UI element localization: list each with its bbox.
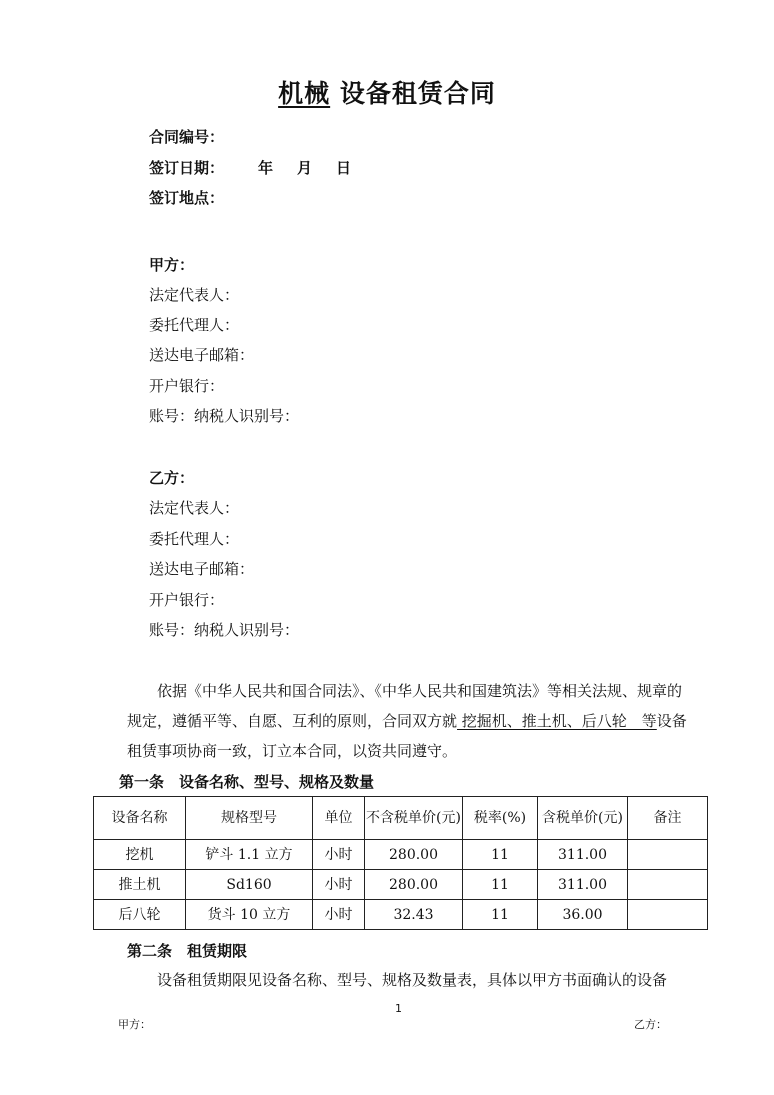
cell-name: 后八轮 [94, 900, 186, 930]
party-a-email: 送达电子邮箱： [149, 346, 255, 364]
party-a-bank: 开户银行： [149, 377, 225, 395]
party-a-account: 账号：纳税人识别号： [149, 407, 300, 425]
party-a-heading: 甲方： [149, 256, 195, 274]
party-b-legal-rep: 法定代表人： [149, 499, 240, 517]
article-1-title: 第一条 设备名称、型号、规格及数量 [119, 773, 375, 791]
header-remarks: 备注 [628, 797, 708, 840]
intro-text-1: 依据《中华人民共和国合同法》、《中华人民共和国建筑法》等相关法规、规章的规定，遵循平等、自愿、互利的原则，合同双方就 [127, 682, 683, 730]
intro-paragraph [127, 676, 692, 766]
footer-party-a: 甲方： [118, 1018, 151, 1031]
article-2-text [127, 965, 692, 995]
signing-date-year: 年 [258, 159, 274, 177]
header-unit: 单位 [313, 797, 365, 840]
cell-name: 挖机 [94, 840, 186, 870]
title-part1: 机械 [278, 79, 331, 108]
signing-date-line [149, 157, 351, 178]
cell-tax-rate: 11 [463, 900, 538, 930]
contract-number-label: 合同编号： [149, 128, 225, 146]
cell-price-incl: 36.00 [538, 900, 628, 930]
cell-tax-rate: 11 [463, 840, 538, 870]
cell-unit: 小时 [313, 870, 365, 900]
party-b-heading: 乙方： [149, 469, 195, 487]
table-row [94, 870, 708, 900]
cell-price-excl: 280.00 [365, 870, 463, 900]
header-tax-rate: 税率(%) [463, 797, 538, 840]
title-part2: 设备租赁合同 [330, 79, 496, 108]
cell-price-excl: 280.00 [365, 840, 463, 870]
signing-date-month: 月 [297, 159, 313, 177]
cell-model: Sd160 [186, 870, 313, 900]
article-2-body: 设备租赁期限见设备名称、型号、规格及数量表，具体以甲方书面确认的设备 [157, 971, 668, 989]
party-b-agent: 委托代理人： [149, 530, 240, 548]
cell-tax-rate: 11 [463, 870, 538, 900]
intro-equipment-underlined: 挖掘机、推土机、后八轮 等 [457, 712, 657, 730]
cell-remarks [628, 870, 708, 900]
table-row [94, 900, 708, 930]
cell-model: 铲斗 1.1 立方 [186, 840, 313, 870]
party-b-email: 送达电子邮箱： [149, 560, 255, 578]
equipment-table [93, 796, 708, 930]
document-title [0, 74, 774, 110]
signing-date-day: 日 [336, 159, 352, 177]
cell-remarks [628, 900, 708, 930]
page-number: 1 [395, 1002, 402, 1015]
party-a-agent: 委托代理人： [149, 316, 240, 334]
cell-remarks [628, 840, 708, 870]
cell-price-incl: 311.00 [538, 870, 628, 900]
cell-unit: 小时 [313, 840, 365, 870]
party-a-legal-rep: 法定代表人： [149, 286, 240, 304]
intro-text-2: 设备租赁事项协商一致，订立本合同，以资共同遵守。 [127, 712, 687, 760]
party-b-bank: 开户银行： [149, 591, 225, 609]
footer-party-b: 乙方： [634, 1018, 667, 1031]
cell-name: 推土机 [94, 870, 186, 900]
party-b-account: 账号：纳税人识别号： [149, 621, 300, 639]
cell-price-incl: 311.00 [538, 840, 628, 870]
header-price-excl-tax: 不含税单价(元) [365, 797, 463, 840]
header-model: 规格型号 [186, 797, 313, 840]
cell-unit: 小时 [313, 900, 365, 930]
signing-place-label: 签订地点： [149, 189, 225, 207]
cell-model: 货斗 10 立方 [186, 900, 313, 930]
table-header-row [94, 797, 708, 840]
cell-price-excl: 32.43 [365, 900, 463, 930]
table-row [94, 840, 708, 870]
header-equipment-name: 设备名称 [94, 797, 186, 840]
header-price-incl-tax: 含税单价(元) [538, 797, 628, 840]
signing-date-label: 签订日期： [149, 159, 225, 177]
article-2-title: 第二条 租赁期限 [127, 942, 248, 960]
